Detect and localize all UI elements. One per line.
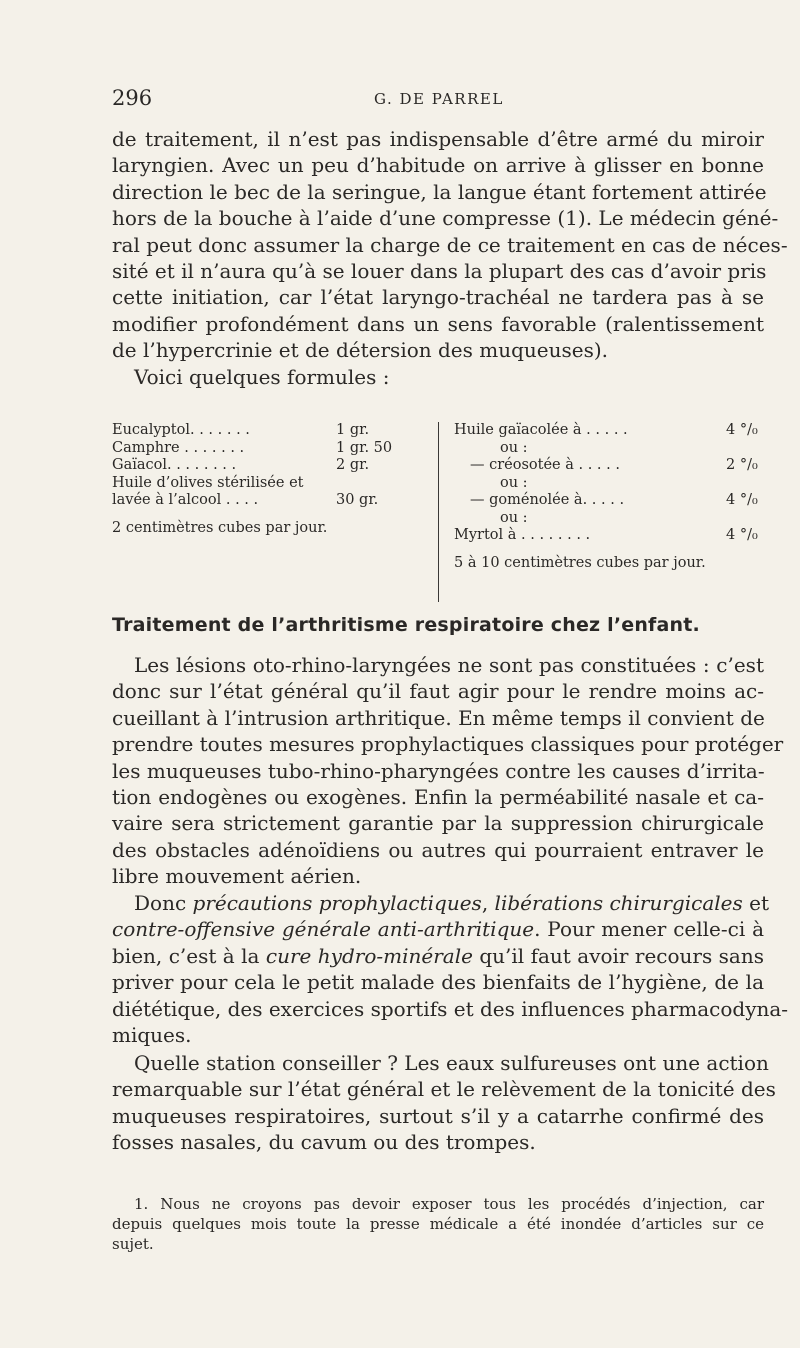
percentage: 2 °/₀ <box>726 457 758 473</box>
formula-right <box>454 422 774 572</box>
text-line: bien, c’est à la cure hydro-minérale qu’il faut avoir recours sans <box>112 943 764 968</box>
ingredient: Eucalyptol. . . . . . . <box>112 422 250 438</box>
ingredient: — goménolée à. . . . . <box>470 492 625 508</box>
ingredient: Camphre . . . . . . . <box>112 439 245 456</box>
text-line: priver pour cela le petit malade des bienfaits de l’hygiène, de la <box>112 970 764 995</box>
text-line: direction le bec de la seringue, la langue étant fortement attirée <box>112 179 767 204</box>
footnote-line: depuis quelques mois toute la presse médicale a été inondée d’articles sur ce <box>112 1215 764 1233</box>
text-line: des obstacles adénoïdiens ou autres qui pourraient entraver le <box>112 837 764 862</box>
text-line: de l’hypercrinie et de détersion des muqueuses). <box>112 338 609 363</box>
column-divider <box>438 422 439 602</box>
dosage-note: 5 à 10 centimètres cubes par jour. <box>454 554 706 571</box>
section-title: Traitement de l’arthritisme respiratoire chez l’enfant. <box>112 614 700 636</box>
formula-left <box>112 422 432 537</box>
text-line: miques. <box>112 1023 192 1048</box>
text-line: de traitement, il n’est pas indispensable d’être armé du miroir <box>112 127 764 151</box>
text-line: hors de la bouche à l’aide d’une compresse (1). Le médecin géné- <box>112 206 779 231</box>
formula-row <box>454 422 774 440</box>
footnote-line: 1. Nous ne croyons pas devoir exposer tous les procédés d’injection, car <box>134 1195 764 1213</box>
formula-row <box>454 457 774 475</box>
formula-or: ou : <box>500 439 528 456</box>
text-line: Quelle station conseiller ? Les eaux sulfureuses ont une action <box>134 1051 769 1075</box>
formula-row <box>454 492 774 510</box>
footnote-line: sujet. <box>112 1235 154 1253</box>
text-line: vaire sera strictement garantie par la suppression chirurgicale <box>112 811 764 836</box>
formula-or: ou : <box>500 474 528 491</box>
text-line: Les lésions oto-rhino-laryngées ne sont pas constituées : c’est <box>134 653 764 677</box>
text-line: modifier profondément dans un sens favorable (ralentissement <box>112 311 764 336</box>
text-line: donc sur l’état général qu’il faut agir pour le rendre moins ac- <box>112 679 764 704</box>
formula-row <box>112 422 432 440</box>
text-line: prendre toutes mesures prophylactiques classiques pour protéger <box>112 732 784 757</box>
percentage: 4 °/₀ <box>726 492 758 508</box>
paragraph-station <box>112 1050 776 1156</box>
quantity: 2 gr. <box>336 457 370 473</box>
ingredient: Gaïacol. . . . . . . . <box>112 457 237 473</box>
italic-term: cure hydro-minérale <box>265 943 473 968</box>
text-line: cueillant à l’intrusion arthritique. En même temps il convient de <box>112 705 765 730</box>
text-line: les muqueuses tubo-rhino-pharyngées contre les causes d’irrita- <box>112 758 765 783</box>
text-line: tion endogènes ou exogènes. Enfin la perméabilité nasale et ca- <box>112 785 764 810</box>
text-line: remarquable sur l’état général et le relèvement de la tonicité des <box>112 1077 776 1102</box>
running-head: G. DE PARREL <box>374 90 504 108</box>
italic-term: contre-offensive générale anti-arthritique <box>112 917 535 942</box>
paragraph-lesions <box>112 652 784 890</box>
text-line: cette initiation, car l’état laryngo-trachéal ne tardera pas à se <box>112 285 764 310</box>
text-line: fosses nasales, du cavum ou des trompes. <box>112 1130 536 1155</box>
formula-row <box>112 492 432 510</box>
ingredient: Huile d’olives stérilisée et <box>112 474 304 491</box>
ingredient: Myrtol à . . . . . . . . <box>454 527 591 543</box>
formula-or: ou : <box>500 509 528 526</box>
page-number: 296 <box>112 86 153 110</box>
text-line: ral peut donc assumer la charge de ce traitement en cas de néces- <box>112 232 788 257</box>
text-line: diététique, des exercices sportifs et des influences pharmacodyna- <box>112 996 789 1021</box>
text-line: Voici quelques formules : <box>134 364 390 389</box>
ingredient: lavée à l’alcool . . . . <box>112 492 259 508</box>
formula-row <box>112 440 432 458</box>
quantity: 30 gr. <box>336 492 379 508</box>
paragraph-cure <box>112 890 789 1048</box>
dosage-note: 2 centimètres cubes par jour. <box>112 519 328 536</box>
percentage: 4 °/₀ <box>726 527 758 543</box>
ingredient: Huile gaïacolée à . . . . . <box>454 422 628 438</box>
percentage: 4 °/₀ <box>726 422 758 438</box>
intro-paragraph <box>112 126 788 390</box>
italic-term: précautions prophylactiques <box>192 891 482 915</box>
text-line: muqueuses respiratoires, surtout s’il y a catarrhe confirmé des <box>112 1103 764 1128</box>
page-header <box>112 86 760 116</box>
quantity: 1 gr. 50 <box>336 439 393 456</box>
text-line: laryngien. Avec un peu d’habitude on arrive à glisser en bonne <box>112 153 764 178</box>
text-line: sité et il n’aura qu’à se louer dans la plupart des cas d’avoir pris <box>112 259 767 284</box>
italic-term: libérations chirurgicales <box>494 891 743 915</box>
ingredient: — créosotée à . . . . . <box>470 457 620 473</box>
text-line: Donc précautions prophylactiques, libérations chirurgicales et <box>134 891 769 915</box>
formula-row <box>454 527 774 545</box>
formula-row <box>112 475 432 493</box>
text-line: libre mouvement aérien. <box>112 864 362 889</box>
quantity: 1 gr. <box>336 422 370 438</box>
text-line: contre-offensive générale anti-arthritique. Pour mener celle-ci à <box>112 917 764 942</box>
formula-row <box>112 457 432 475</box>
footnotes <box>112 1194 764 1254</box>
